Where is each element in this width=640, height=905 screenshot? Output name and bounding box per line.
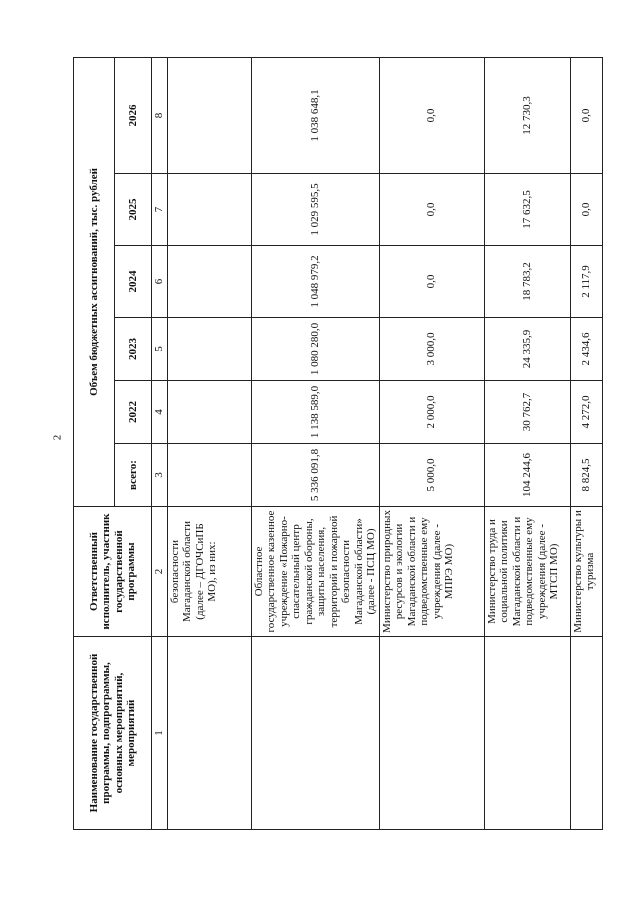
value-2022: 2 000,0 <box>379 381 484 444</box>
column-number: 7 <box>152 174 168 246</box>
value-2024: 18 783,2 <box>484 246 570 318</box>
header-year-2026: 2026 <box>115 57 152 173</box>
rotated-table-wrapper <box>73 58 596 830</box>
program-name-cell <box>484 637 570 830</box>
value-2025: 17 632,5 <box>484 174 570 246</box>
column-number-row <box>152 57 168 829</box>
program-name-cell <box>570 637 602 830</box>
value-2024-text: 1 048 979,2 <box>308 255 321 308</box>
budget-table <box>73 57 603 830</box>
table-row <box>484 57 570 829</box>
value-2026: 12 730,3 <box>484 57 570 173</box>
value-2022-text: 1 138 589,0 <box>308 385 321 439</box>
value-2026-text: 1 038 648,1 <box>308 89 321 142</box>
column-number: 8 <box>152 57 168 173</box>
responsible-cell: Министерство труда и социальной политики Магаданской области и подведомственные ему учреждения (далее - МТСП МО) <box>484 507 570 637</box>
column-number: 2 <box>152 507 168 637</box>
rotated-table-frame <box>73 58 596 830</box>
value-2022 <box>167 381 251 444</box>
value-2022 <box>251 381 379 444</box>
table-row <box>379 57 484 829</box>
value-total <box>167 444 251 507</box>
value-2023: 3 000,0 <box>379 318 484 381</box>
program-name-cell <box>379 637 484 830</box>
header-row-1 <box>74 57 115 829</box>
header-year-2023: 2023 <box>115 318 152 381</box>
column-number: 3 <box>152 444 168 507</box>
header-year-2025: 2025 <box>115 174 152 246</box>
value-2026: 0,0 <box>379 57 484 173</box>
value-2026 <box>251 57 379 173</box>
value-2025-text: 1 029 595,5 <box>308 183 321 236</box>
value-2023: 2 434,6 <box>570 318 602 381</box>
value-2023 <box>167 318 251 381</box>
page-number: 2 <box>51 434 64 441</box>
value-2025 <box>167 174 251 246</box>
responsible-cell: Областное государственное казенное учреждение «Пожарно-спасательный центр гражданской обороны, защиты населения, территорий и пожарной безопасности Магаданской области» (далее - ПСЦ МО) <box>251 507 379 637</box>
value-total: 8 824,5 <box>570 444 602 507</box>
value-2025: 0,0 <box>570 174 602 246</box>
header-budget-group: Объем бюджетных ассигнований, тыс. рублей <box>74 57 115 506</box>
responsible-cell: Министерство культуры и туризма <box>570 507 602 637</box>
table-row <box>251 57 379 829</box>
value-2023: 24 335,9 <box>484 318 570 381</box>
value-2022: 4 272,0 <box>570 381 602 444</box>
value-2023 <box>251 318 379 381</box>
value-2025: 0,0 <box>379 174 484 246</box>
value-total: 5 000,0 <box>379 444 484 507</box>
column-number: 5 <box>152 318 168 381</box>
column-number: 4 <box>152 381 168 444</box>
header-year-2024: 2024 <box>115 246 152 318</box>
column-number: 1 <box>152 637 168 830</box>
table-row <box>570 57 602 829</box>
value-total: 104 244,6 <box>484 444 570 507</box>
value-2026 <box>167 57 251 173</box>
value-2026: 0,0 <box>570 57 602 173</box>
header-year-2022: 2022 <box>115 381 152 444</box>
header-responsible: Ответственный исполнитель, участник государственной программы <box>74 507 152 637</box>
value-2024 <box>167 246 251 318</box>
value-2024: 2 117,9 <box>570 246 602 318</box>
header-total: всего: <box>115 444 152 507</box>
program-name-cell <box>167 637 251 830</box>
program-name-cell <box>251 637 379 830</box>
value-2024: 0,0 <box>379 246 484 318</box>
column-number: 6 <box>152 246 168 318</box>
header-program-name: Наименование государственной программы, подпрограммы, основных мероприятий, мероприятий <box>74 637 152 830</box>
value-2025 <box>251 174 379 246</box>
value-2023-text: 1 080 280,0 <box>308 322 321 376</box>
table-row <box>167 57 251 829</box>
responsible-cell: Министерство природных ресурсов и экологии Магаданской области и подведомственные ему учреждения (далее - МПРЭ МО) <box>379 507 484 637</box>
value-total: 5 336 091,8 <box>251 444 379 507</box>
responsible-cell: безопасности Магаданской области (далее – ДГОЧСиПБ МО), из них: <box>167 507 251 637</box>
value-2022: 30 762,7 <box>484 381 570 444</box>
value-2024 <box>251 246 379 318</box>
